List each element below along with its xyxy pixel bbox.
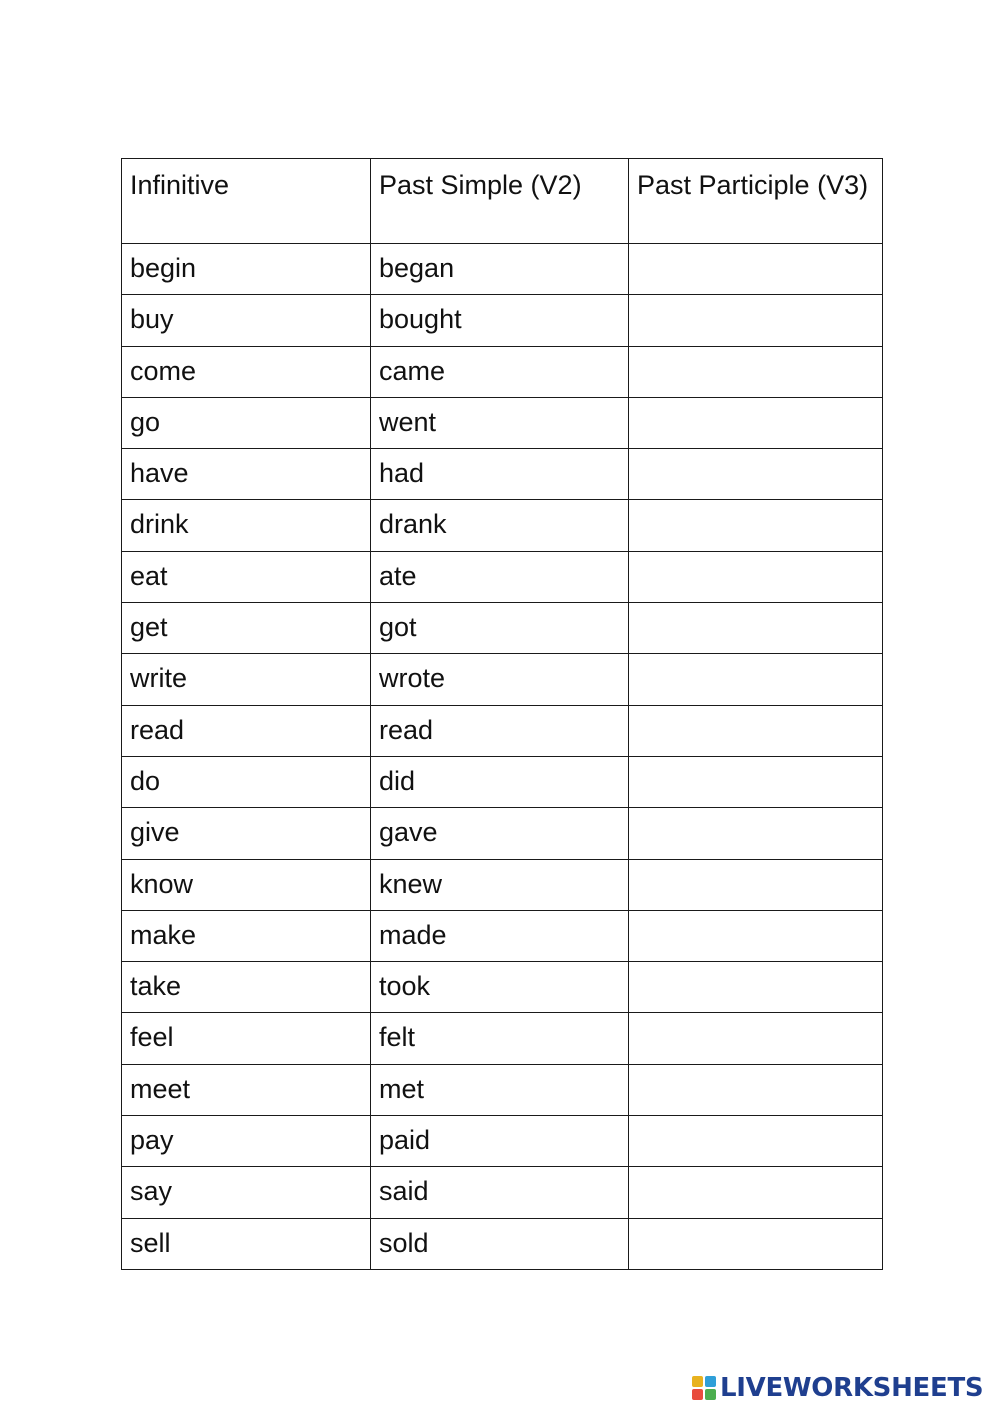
table-row [122,551,883,602]
table-row [122,654,883,705]
past-participle-answer-cell[interactable] [629,295,883,346]
column-header-infinitive: Infinitive [122,159,371,244]
infinitive-cell: feel [122,1013,371,1064]
past-participle-answer-cell[interactable] [629,551,883,602]
past-participle-answer-cell[interactable] [629,1064,883,1115]
table-row [122,1218,883,1269]
liveworksheets-logo-icon [692,1376,716,1400]
past-participle-answer-cell[interactable] [629,808,883,859]
infinitive-cell: give [122,808,371,859]
past-simple-cell: gave [371,808,629,859]
irregular-verbs-table [121,158,883,1270]
past-participle-answer-cell[interactable] [629,1167,883,1218]
table-row [122,1064,883,1115]
infinitive-cell: buy [122,295,371,346]
past-participle-answer-cell[interactable] [629,910,883,961]
past-simple-cell: read [371,705,629,756]
table-row [122,244,883,295]
infinitive-cell: do [122,756,371,807]
past-participle-answer-cell[interactable] [629,1218,883,1269]
logo-square-yellow [692,1376,703,1387]
infinitive-cell: have [122,449,371,500]
infinitive-cell: eat [122,551,371,602]
logo-square-blue [705,1376,716,1387]
infinitive-cell: write [122,654,371,705]
table-row [122,808,883,859]
infinitive-cell: come [122,346,371,397]
infinitive-cell: say [122,1167,371,1218]
past-simple-cell: wrote [371,654,629,705]
table-row [122,1116,883,1167]
past-simple-cell: took [371,962,629,1013]
past-participle-answer-cell[interactable] [629,962,883,1013]
past-simple-cell: ate [371,551,629,602]
liveworksheets-logo [692,1371,983,1405]
past-simple-cell: made [371,910,629,961]
infinitive-cell: take [122,962,371,1013]
table-row [122,603,883,654]
past-participle-answer-cell[interactable] [629,397,883,448]
table-row [122,295,883,346]
table-row [122,449,883,500]
logo-square-green [705,1389,716,1400]
past-simple-cell: knew [371,859,629,910]
table-row [122,1013,883,1064]
infinitive-cell: read [122,705,371,756]
past-simple-cell: sold [371,1218,629,1269]
table-row [122,962,883,1013]
past-simple-cell: said [371,1167,629,1218]
liveworksheets-logo-text: LIVEWORKSHEETS [720,1373,984,1403]
past-simple-cell: met [371,1064,629,1115]
past-simple-cell: got [371,603,629,654]
infinitive-cell: sell [122,1218,371,1269]
infinitive-cell: drink [122,500,371,551]
past-simple-cell: did [371,756,629,807]
past-participle-answer-cell[interactable] [629,756,883,807]
past-participle-answer-cell[interactable] [629,654,883,705]
infinitive-cell: make [122,910,371,961]
logo-square-red [692,1389,703,1400]
infinitive-cell: get [122,603,371,654]
infinitive-cell: know [122,859,371,910]
past-simple-cell: went [371,397,629,448]
past-simple-cell: felt [371,1013,629,1064]
past-simple-cell: had [371,449,629,500]
table-row [122,756,883,807]
table-row [122,1167,883,1218]
infinitive-cell: go [122,397,371,448]
past-participle-answer-cell[interactable] [629,244,883,295]
past-participle-answer-cell[interactable] [629,1116,883,1167]
table-row [122,500,883,551]
past-participle-answer-cell[interactable] [629,1013,883,1064]
column-header-past-simple: Past Simple (V2) [371,159,629,244]
table-row [122,346,883,397]
table-row [122,859,883,910]
past-participle-answer-cell[interactable] [629,346,883,397]
past-simple-cell: paid [371,1116,629,1167]
past-participle-answer-cell[interactable] [629,859,883,910]
past-simple-cell: began [371,244,629,295]
past-simple-cell: bought [371,295,629,346]
past-participle-answer-cell[interactable] [629,603,883,654]
past-participle-answer-cell[interactable] [629,500,883,551]
table-row [122,705,883,756]
past-simple-cell: came [371,346,629,397]
table-body [122,244,883,1270]
infinitive-cell: begin [122,244,371,295]
table-row [122,910,883,961]
past-simple-cell: drank [371,500,629,551]
table-header-row [122,159,883,244]
infinitive-cell: meet [122,1064,371,1115]
column-header-past-participle: Past Participle (V3) [629,159,883,244]
table-row [122,397,883,448]
infinitive-cell: pay [122,1116,371,1167]
past-participle-answer-cell[interactable] [629,705,883,756]
past-participle-answer-cell[interactable] [629,449,883,500]
